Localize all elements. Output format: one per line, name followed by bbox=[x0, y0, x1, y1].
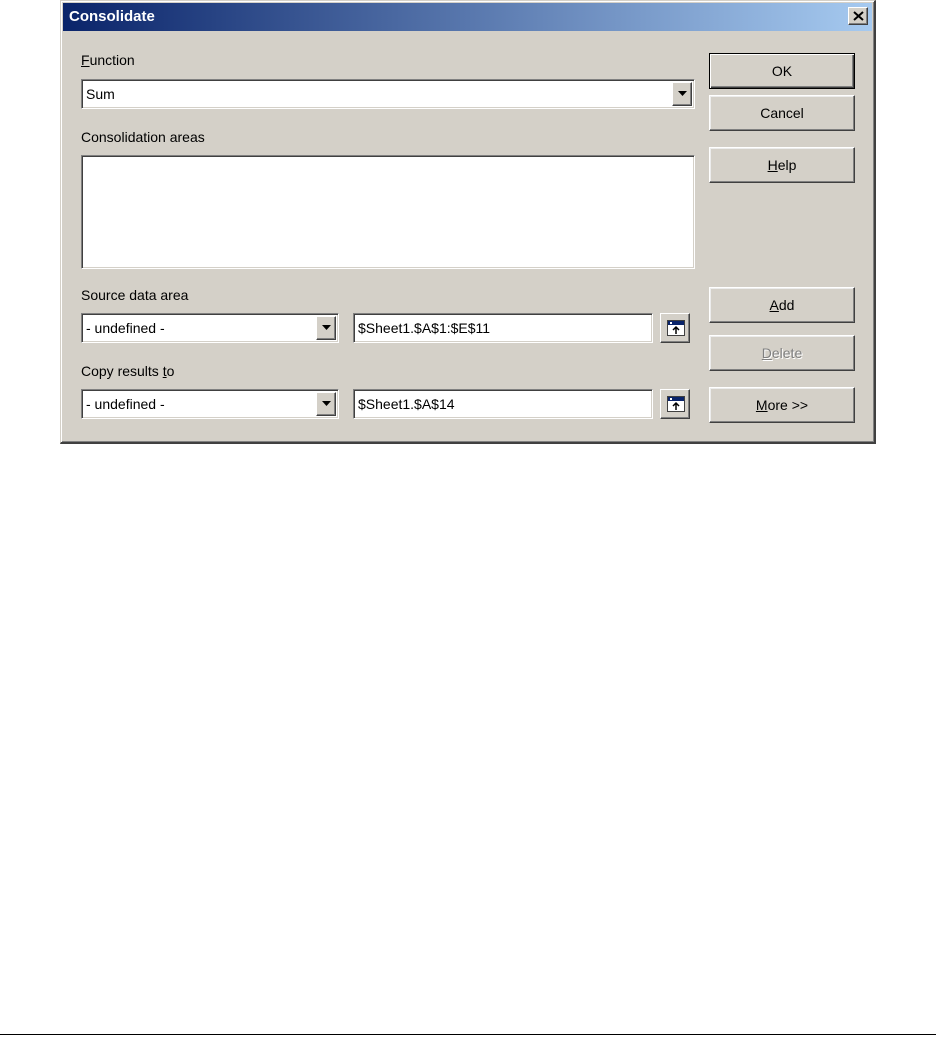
title-bar[interactable] bbox=[63, 3, 872, 31]
function-label: Function bbox=[81, 52, 135, 68]
function-dropdown[interactable] bbox=[81, 79, 695, 109]
copy-to-dropdown-button[interactable] bbox=[316, 392, 336, 416]
help-button[interactable]: Help bbox=[709, 147, 855, 183]
function-value: Sum bbox=[86, 86, 115, 102]
shrink-icon bbox=[667, 320, 685, 336]
copy-to-range-value: $Sheet1.$A$14 bbox=[358, 396, 455, 412]
chevron-down-icon bbox=[322, 325, 331, 331]
more-button[interactable]: More >> bbox=[709, 387, 855, 423]
close-button[interactable] bbox=[848, 7, 868, 25]
function-dropdown-button[interactable] bbox=[672, 82, 692, 106]
source-area-dropdown-value: - undefined - bbox=[86, 320, 165, 336]
consolidate-dialog bbox=[60, 0, 876, 444]
source-range-input[interactable] bbox=[353, 313, 653, 343]
shrink-icon bbox=[667, 396, 685, 412]
consolidation-areas-list[interactable] bbox=[81, 155, 695, 269]
ok-button[interactable]: OK bbox=[709, 53, 855, 89]
copy-to-dropdown-value: - undefined - bbox=[86, 396, 165, 412]
source-data-area-label: Source data area bbox=[81, 287, 189, 303]
copy-to-dropdown[interactable] bbox=[81, 389, 339, 419]
copy-to-range-input[interactable] bbox=[353, 389, 653, 419]
source-area-dropdown[interactable] bbox=[81, 313, 339, 343]
chevron-down-icon bbox=[678, 91, 687, 97]
close-icon bbox=[853, 11, 864, 21]
consolidation-areas-label: Consolidation areas bbox=[81, 129, 205, 145]
page-divider bbox=[0, 1034, 936, 1035]
cancel-button[interactable]: Cancel bbox=[709, 95, 855, 131]
add-button[interactable]: Add bbox=[709, 287, 855, 323]
copy-to-shrink-button[interactable] bbox=[660, 389, 690, 419]
delete-button[interactable]: Delete bbox=[709, 335, 855, 371]
dialog-title: Consolidate bbox=[69, 8, 155, 25]
source-area-dropdown-button[interactable] bbox=[316, 316, 336, 340]
source-range-value: $Sheet1.$A$1:$E$11 bbox=[358, 320, 491, 336]
source-shrink-button[interactable] bbox=[660, 313, 690, 343]
chevron-down-icon bbox=[322, 401, 331, 407]
copy-results-to-label: Copy results to bbox=[81, 363, 175, 379]
